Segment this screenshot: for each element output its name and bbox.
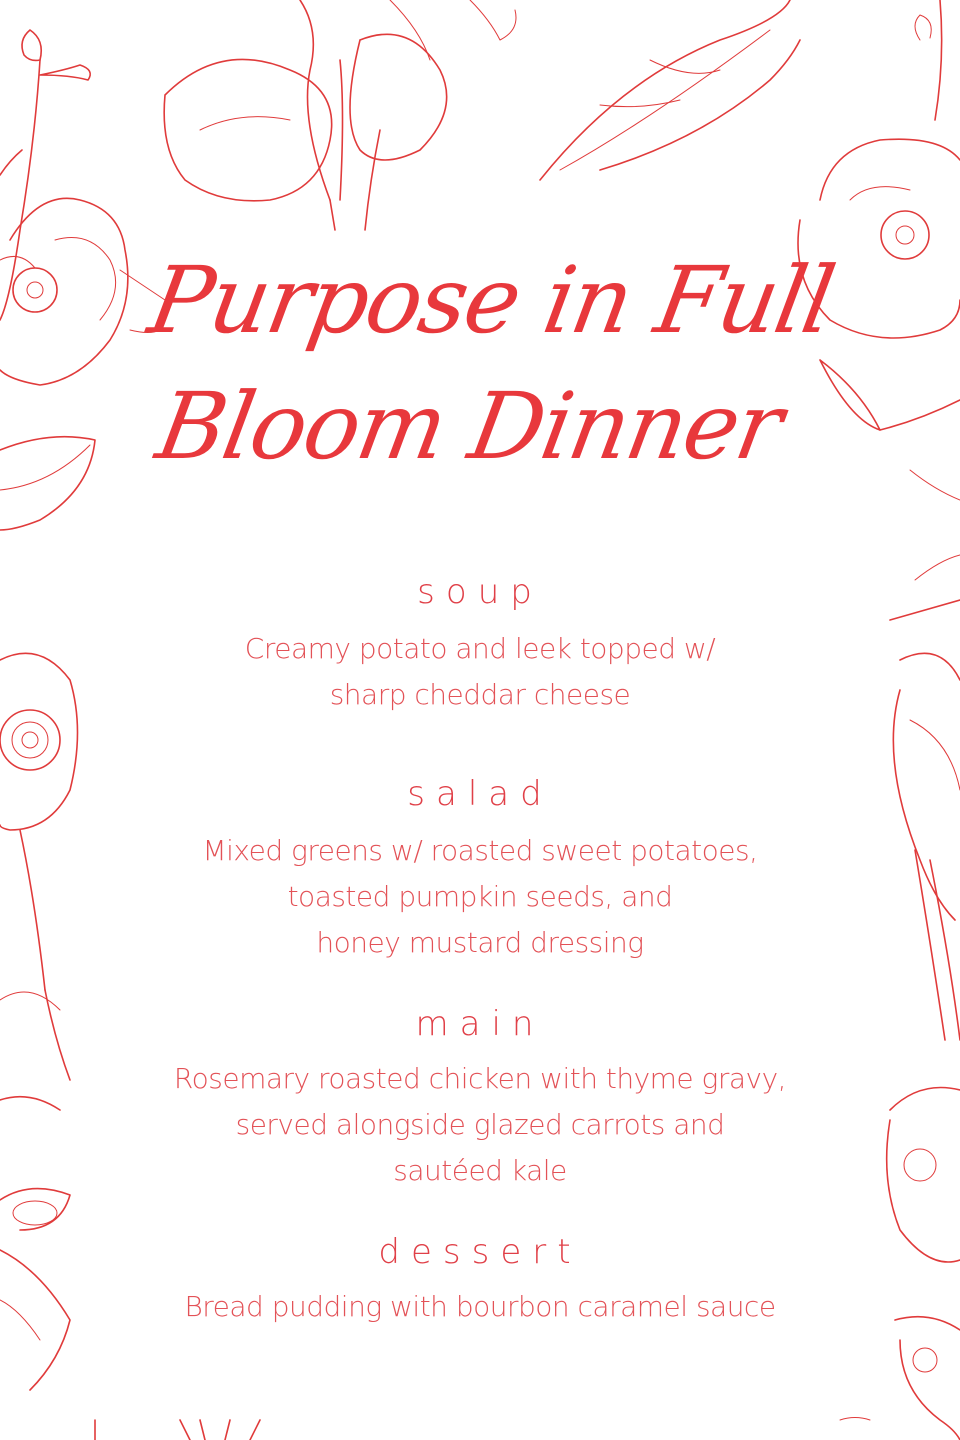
course-dessert bbox=[120, 1232, 840, 1330]
menu-title-line1: Purpose in Full bbox=[141, 247, 841, 354]
course-heading: main bbox=[415, 1004, 545, 1044]
course-heading: soup bbox=[417, 572, 543, 612]
course-description bbox=[120, 626, 840, 718]
course-main bbox=[120, 1004, 840, 1194]
course-heading: dessert bbox=[378, 1232, 582, 1272]
course-salad bbox=[120, 774, 840, 966]
course-description-line: Creamy potato and leek topped w/ bbox=[244, 632, 716, 665]
course-description-line: Rosemary roasted chicken with thyme gravy, bbox=[173, 1062, 787, 1095]
course-description-line: sautéed kale bbox=[393, 1154, 567, 1187]
course-description-line: honey mustard dressing bbox=[316, 926, 644, 959]
course-description-line: served alongside glazed carrots and bbox=[235, 1108, 725, 1141]
course-description-line: sharp cheddar cheese bbox=[329, 678, 631, 711]
menu-title bbox=[98, 238, 862, 490]
menu-title-line2: Bloom Dinner bbox=[149, 373, 789, 480]
course-description-line: toasted pumpkin seeds, and bbox=[287, 880, 673, 913]
course-soup bbox=[120, 572, 840, 718]
course-description-line: Bread pudding with bourbon caramel sauce bbox=[184, 1290, 776, 1323]
course-heading: salad bbox=[407, 774, 553, 814]
course-description-line: Mixed greens w/ roasted sweet potatoes, bbox=[202, 834, 758, 867]
course-description bbox=[120, 828, 840, 966]
course-description bbox=[120, 1284, 840, 1330]
course-description bbox=[120, 1056, 840, 1194]
